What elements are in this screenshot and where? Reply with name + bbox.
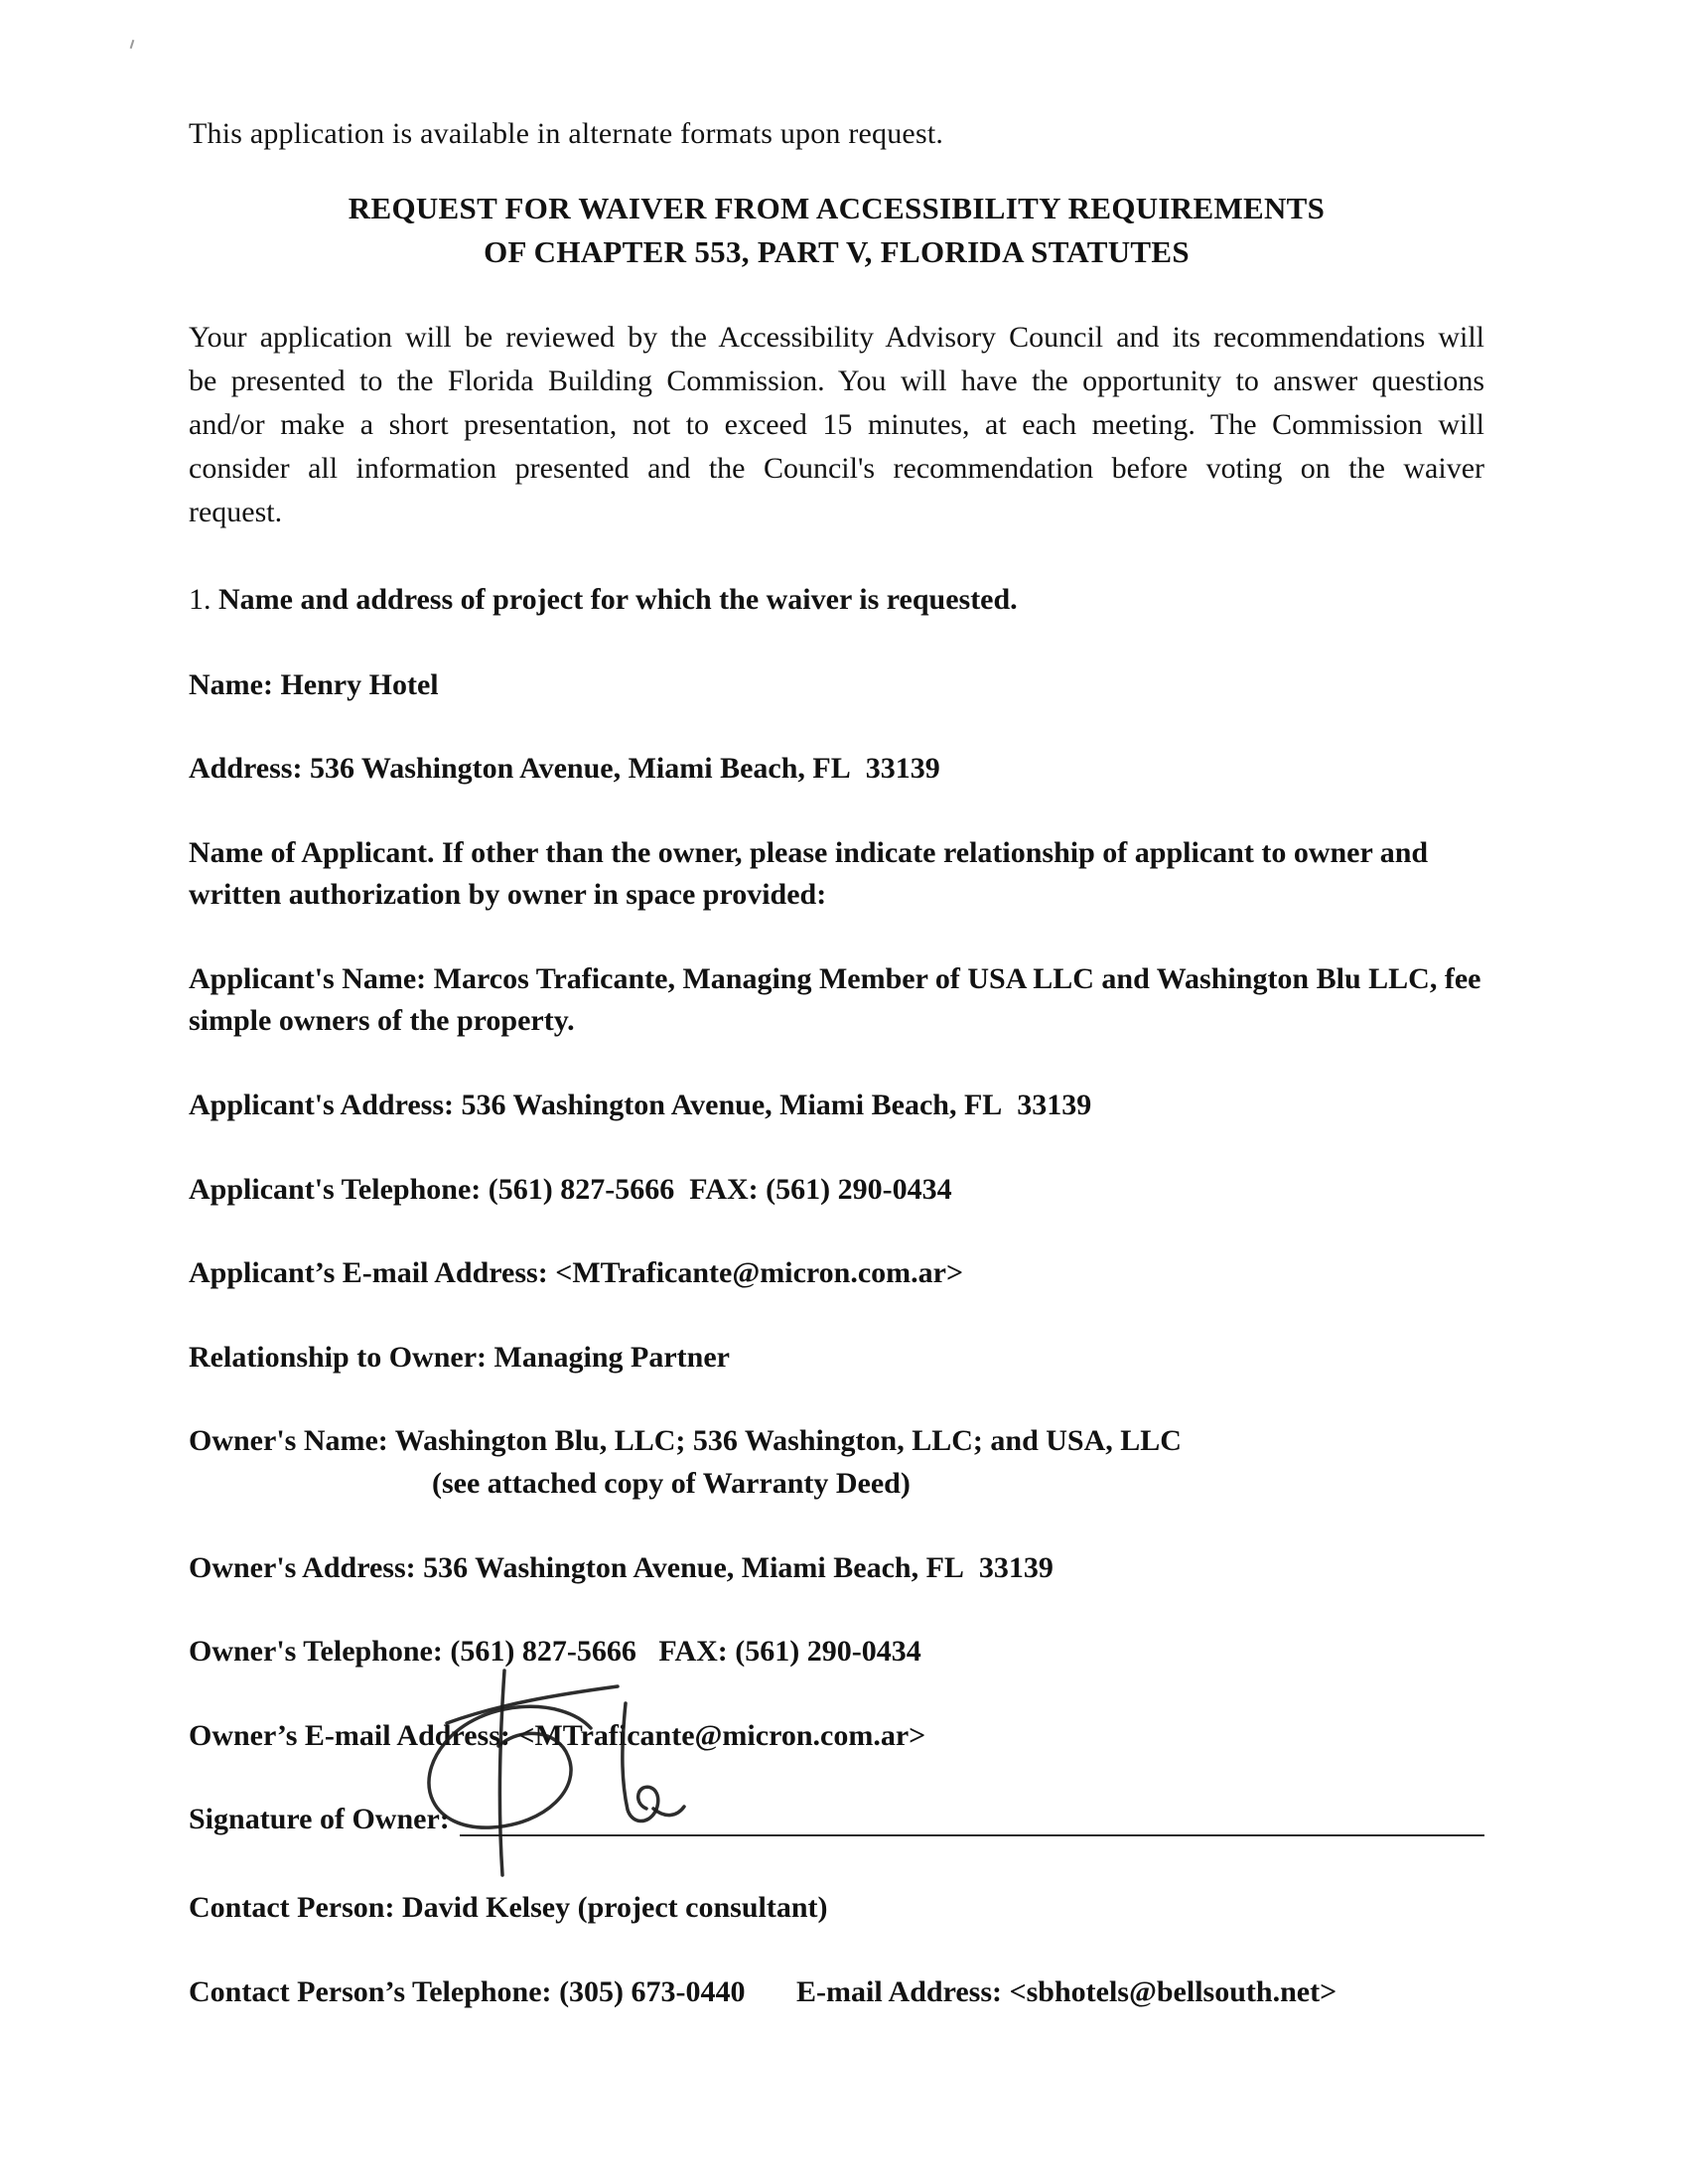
project-name-value: Henry Hotel (280, 667, 439, 701)
applicant-address-value: 536 Washington Avenue, Miami Beach, FL 33139 (461, 1089, 1092, 1122)
project-address-value: 536 Washington Avenue, Miami Beach, FL 33139 (309, 752, 940, 786)
field-project-address (189, 748, 1484, 791)
applicant-telephone-label: Applicant's Telephone: (189, 1172, 482, 1206)
field-applicant-address (189, 1085, 1484, 1127)
field-owner-telephone (189, 1631, 1484, 1674)
relationship-value: Managing Partner (493, 1340, 730, 1374)
owner-address-label: Owner's Address: (189, 1550, 416, 1584)
owner-telephone-label: Owner's Telephone: (189, 1635, 443, 1669)
contact-telephone-value: (305) 673-0440 (559, 1974, 746, 2008)
owner-address-value: 536 Washington Avenue, Miami Beach, FL 33139 (423, 1550, 1054, 1584)
document-title (189, 187, 1484, 274)
field-applicant-telephone (189, 1169, 1484, 1212)
owner-name-label: Owner's Name: (189, 1424, 388, 1458)
applicant-name-value: Marcos Traficante, Managing Member of USA LLC and Washington Blu LLC, fee simple owners of the property. (189, 961, 1481, 1038)
signature-line (460, 1833, 1484, 1836)
field-applicant-email (189, 1252, 1484, 1295)
project-address-label: Address: (189, 752, 303, 786)
contact-telephone-label: Contact Person’s Telephone: (189, 1974, 552, 2008)
intro-paragraph: Your application will be reviewed by the Accessibility Advisory Council and its recommendations will be presented to the Florida Building Commission. You will have the opportunity to answer questions and/or make a short presentation, not to exceed 15 minutes, at each meeting. The Commission will consider all information presented and the Council's recommendation before voting on the waiver request. (189, 321, 1484, 529)
applicant-address-label: Applicant's Address: (189, 1089, 455, 1122)
signature-label: Signature of Owner: (189, 1803, 450, 1836)
owner-name-value-line2: (see attached copy of Warranty Deed) (432, 1467, 911, 1501)
alt-formats-note: This application is available in alternate formats upon request. (189, 117, 944, 150)
applicant-instructions: Name of Applicant. If other than the owner, please indicate relationship of applicant to owner and written authorization by owner in space provided: (189, 835, 1429, 912)
field-owner-name (189, 1420, 1484, 1505)
field-contact-person (189, 1887, 1484, 1930)
contact-person-label: Contact Person: (189, 1891, 395, 1924)
section-1-heading (189, 583, 1484, 617)
field-project-name (189, 664, 1484, 707)
field-applicant-name (189, 958, 1484, 1043)
field-owner-email (189, 1715, 1484, 1758)
field-owner-signature (189, 1799, 1484, 1841)
relationship-label: Relationship to Owner: (189, 1340, 487, 1374)
scan-artifact (130, 40, 135, 49)
project-name-label: Name: (189, 667, 273, 701)
contact-person-value: David Kelsey (project consultant) (401, 1891, 828, 1924)
section-heading-text: Name and address of project for which the waiver is requested. (218, 582, 1018, 616)
owner-email-value: <MTraficante@micron.com.ar> (517, 1718, 926, 1752)
owner-name-value: Washington Blu, LLC; 536 Washington, LLC; and USA, LLC (394, 1424, 1182, 1458)
title-line-2: OF CHAPTER 553, PART V, FLORIDA STATUTES (484, 234, 1190, 270)
field-owner-address (189, 1547, 1484, 1590)
applicant-email-value: <MTraficante@micron.com.ar> (555, 1256, 964, 1290)
field-contact-telephone (189, 1971, 1484, 2014)
contact-email-label: E-mail Address: (796, 1974, 1003, 2008)
applicant-name-label: Applicant's Name: (189, 961, 427, 995)
applicant-email-label: Applicant’s E-mail Address: (189, 1256, 548, 1290)
owner-signature-scribble (387, 1669, 705, 1899)
contact-email-value: <sbhotels@bellsouth.net> (1009, 1974, 1337, 2008)
section-number: 1. (189, 582, 211, 616)
owner-telephone-value: (561) 827-5666 FAX: (561) 290-0434 (450, 1635, 921, 1669)
field-relationship (189, 1337, 1484, 1380)
title-line-1: REQUEST FOR WAIVER FROM ACCESSIBILITY REQUIREMENTS (348, 191, 1326, 225)
owner-email-label: Owner’s E-mail Address: (189, 1718, 510, 1752)
applicant-telephone-value: (561) 827-5666 FAX: (561) 290-0434 (488, 1172, 952, 1206)
